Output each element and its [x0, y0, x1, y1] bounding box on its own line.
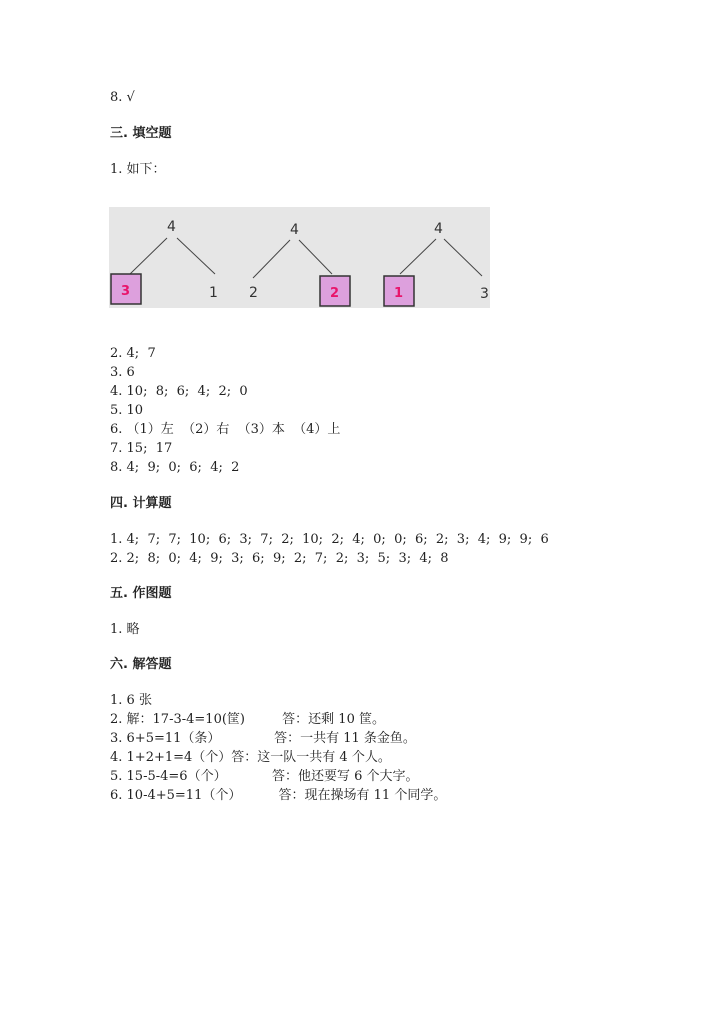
calc-answer: 2. 2; 8; 0; 4; 9; 3; 6; 9; 2; 7; 2; 3; 5; 3; 4; 8: [110, 551, 449, 566]
word-problem-answer: 1. 6 张: [110, 693, 152, 708]
word-problem-answer: 6. 10-4+5=11（个） 答：现在操场有 11 个同学。: [110, 788, 447, 803]
drawing-answer: 1. 略: [110, 622, 140, 637]
tree3-right-branch: [444, 239, 482, 276]
word-problem-answer: 5. 15-5-4=6（个） 答：他还要写 6 个大字。: [110, 769, 419, 784]
prev-answer-8: 8. √: [110, 90, 135, 105]
fill-blank-q1: 1. 如下：: [110, 162, 166, 177]
tree2-right-branch: [299, 240, 332, 274]
fill-blank-answer: 5. 10: [110, 403, 144, 418]
tree1-right-branch: [177, 238, 215, 274]
fill-blank-answer: 2. 4; 7: [110, 346, 156, 361]
tree3-right: 3: [480, 286, 489, 302]
fill-blank-answer: 8. 4; 9; 0; 6; 4; 2: [110, 460, 240, 475]
tree3-top: 4: [434, 221, 443, 237]
tree3-left-branch: [400, 239, 436, 274]
number-split-figure: [109, 207, 490, 308]
fill-blank-answer: 4. 10; 8; 6; 4; 2; 0: [110, 384, 248, 399]
tree3-left: 1: [394, 286, 404, 301]
word-problem-answer: 4. 1+2+1=4（个）答：这一队一共有 4 个人。: [110, 750, 391, 765]
fill-blank-answer: 7. 15; 17: [110, 441, 173, 456]
section-5-heading: 五. 作图题: [110, 586, 172, 601]
section-6-heading: 六. 解答题: [110, 657, 172, 672]
tree2-right: 2: [330, 286, 340, 301]
calc-answer: 1. 4; 7; 7; 10; 6; 3; 7; 2; 10; 2; 4; 0; 0; 6; 2; 3; 4; 9; 9; 6: [110, 532, 549, 547]
tree1-top: 4: [167, 219, 176, 235]
section-3-heading: 三. 填空题: [110, 126, 172, 141]
fill-blank-answer: 6. （1）左 （2）右 （3）本 （4）上: [110, 422, 341, 437]
tree1-left-branch: [130, 238, 167, 274]
section-4-heading: 四. 计算题: [110, 496, 172, 511]
tree1-right: 1: [209, 285, 218, 301]
fill-blank-answer: 3. 6: [110, 365, 135, 380]
tree2-left-branch: [253, 240, 290, 278]
word-problem-answer: 2. 解：17-3-4=10(筐) 答：还剩 10 筐。: [110, 712, 385, 727]
tree2-left: 2: [249, 285, 258, 301]
number-split-diagram: [109, 207, 490, 308]
tree1-left: 3: [121, 284, 131, 299]
tree2-top: 4: [290, 222, 299, 238]
word-problem-answer: 3. 6+5=11（条） 答：一共有 11 条金鱼。: [110, 731, 416, 746]
